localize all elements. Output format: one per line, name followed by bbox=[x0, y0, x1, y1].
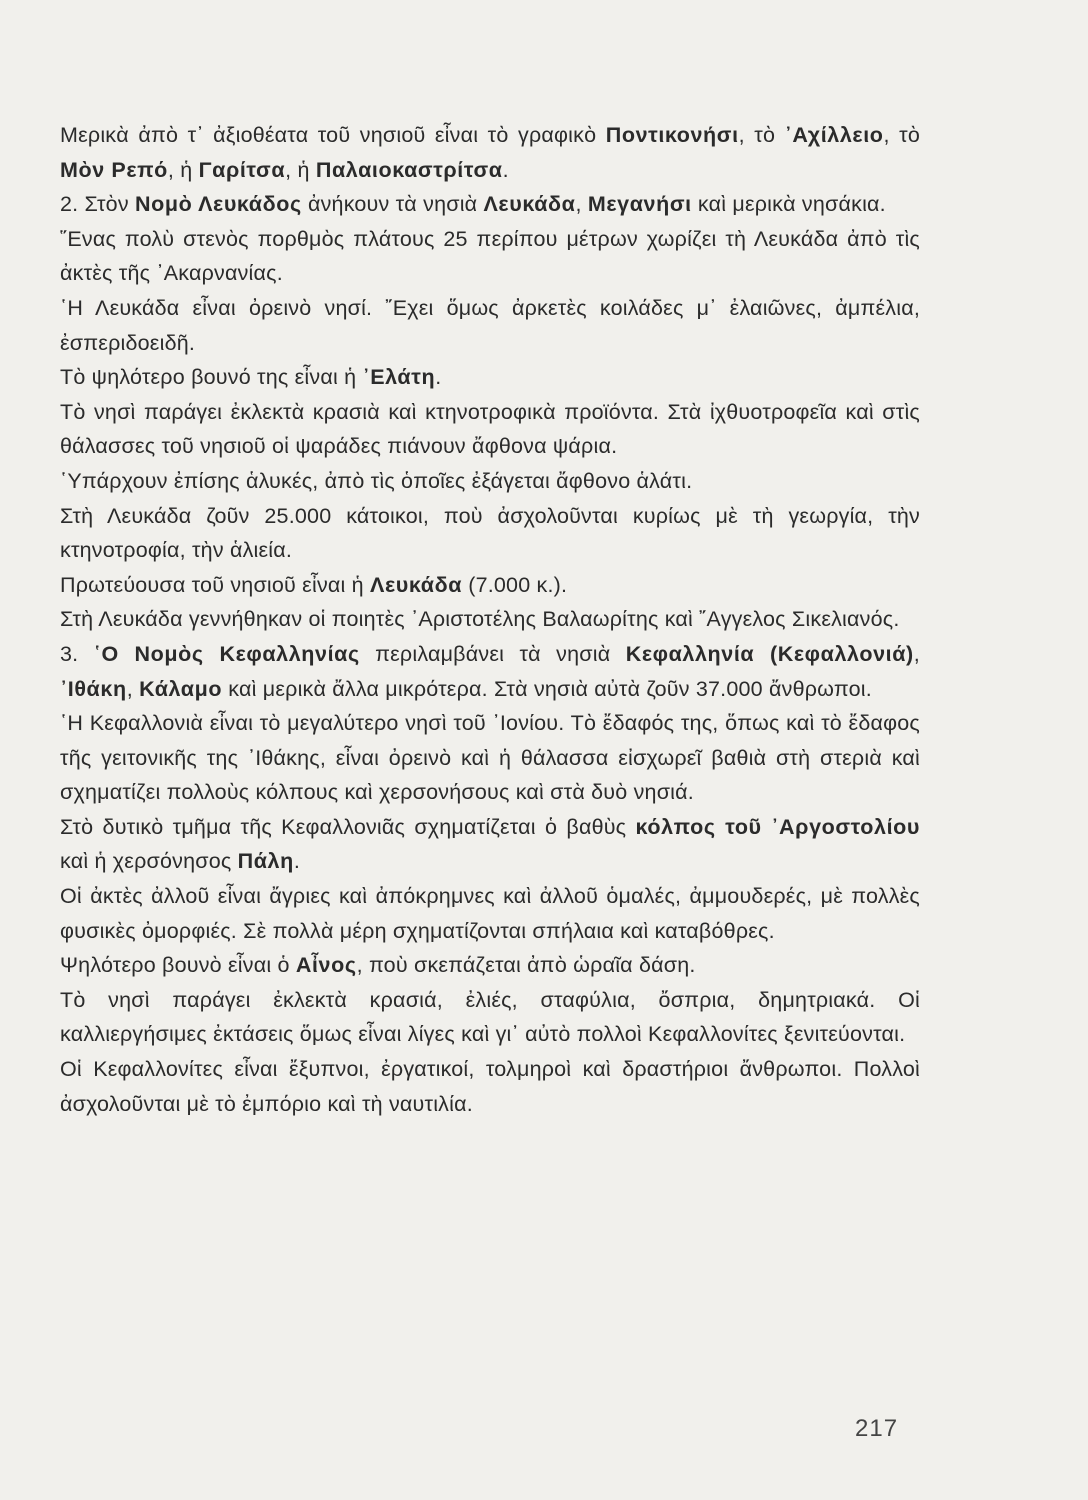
bold-term: Αἶνος bbox=[295, 953, 357, 978]
text-run: ἀνήκουν τὰ νησιὰ bbox=[301, 192, 484, 217]
page-text-column bbox=[60, 118, 920, 1121]
paragraph bbox=[60, 602, 920, 637]
text-run: ῾Υπάρχουν ἐπίσης ἁλυκές, ἀπὸ τὶς ὁποῖες ἐξάγεται ἄφθονο ἁλάτι. bbox=[60, 468, 693, 493]
bold-term: Κεφαλληνία (Κεφαλλονιά) bbox=[625, 641, 914, 666]
bold-term: ᾿Ιθάκη bbox=[60, 676, 127, 701]
bold-term: Νομὸ Λευκάδος bbox=[134, 192, 302, 217]
text-run: Τὸ νησὶ παράγει ἐκλεκτὰ κρασιά, ἐλιές, σταφύλια, ὄσπρια, δημητριακά. Οἱ καλλιεργήσιμες ἐκτάσεις ὅμως εἶναι λίγες καὶ γι᾿ αὐτὸ πολλοὶ Κεφαλλονίτες ξενιτεύονται. bbox=[60, 987, 920, 1047]
text-run: Οἱ Κεφαλλονίτες εἶναι ἔξυπνοι, ἐργατικοί, τολμηροὶ καὶ δραστήριοι ἄνθρωποι. Πολλοὶ ἀσχολοῦνται μὲ τὸ ἐμπόριο καὶ τὴ ναυτιλία. bbox=[60, 1057, 920, 1116]
paragraph bbox=[60, 395, 920, 464]
paragraph bbox=[60, 983, 920, 1052]
text-run: ῾Η Κεφαλλονιὰ εἶναι τὸ μεγαλύτερο νησὶ τοῦ ᾿Ιονίου. Τὸ ἔδαφός της, ὅπως καὶ τὸ ἔδαφος τῆς γειτονικῆς της ᾿Ιθάκης, εἶναι ὀρεινὸ καὶ ἡ θάλασσα εἰσχωρεῖ βαθιὰ στὴ στεριὰ καὶ σχηματίζει πολλοὺς κόλπους καὶ χερσονήσους καὶ στὰ δυὸ νησιά. bbox=[60, 711, 920, 805]
bold-term: Γαρίτσα bbox=[198, 157, 286, 182]
text-run: καὶ ἡ χερσόνησος bbox=[60, 849, 238, 874]
paragraph bbox=[60, 637, 920, 706]
paragraph bbox=[60, 222, 920, 291]
text-run: , bbox=[126, 676, 140, 701]
bold-term: Λευκάδα bbox=[483, 192, 576, 217]
text-run: περιλαμβάνει τὰ νησιὰ bbox=[359, 641, 626, 666]
bold-term: ᾿Αχίλλειο bbox=[784, 123, 884, 147]
paragraph bbox=[60, 499, 920, 568]
text-run: Τὸ νησὶ παράγει ἐκλεκτὰ κρασιὰ καὶ κτηνοτροφικὰ προϊόντα. Στὰ ἰχθυοτροφεῖα καὶ στὶς θάλασσες τοῦ νησιοῦ οἱ ψαράδες πιάνουν ἄφθονα ψάρια. bbox=[60, 399, 920, 459]
text-run: 2. Στὸν bbox=[60, 192, 135, 217]
text-run: Πρωτεύουσα τοῦ νησιοῦ εἶναι ἡ bbox=[60, 572, 371, 597]
bold-term: Κάλαμο bbox=[139, 676, 223, 701]
paragraph bbox=[60, 948, 920, 983]
bold-term: Λευκάδα bbox=[370, 572, 463, 597]
page-number: 217 bbox=[855, 1415, 899, 1442]
text-run: Οἱ ἀκτὲς ἀλλοῦ εἶναι ἄγριες καὶ ἀπόκρημνες καὶ ἀλλοῦ ὁμαλές, ἀμμουδερές, μὲ πολλὲς φυσικὲς ὀμορφιές. Σὲ πολλὰ μέρη σχηματίζονται σπήλαια καὶ καταβόθρες. bbox=[60, 884, 920, 943]
paragraph bbox=[60, 118, 920, 187]
paragraph bbox=[60, 187, 920, 222]
bold-term: Μὸν Ρεπό bbox=[60, 157, 168, 182]
bold-term: Μεγανήσι bbox=[587, 192, 692, 217]
text-run: (7.000 κ.). bbox=[462, 572, 568, 597]
text-run: καὶ μερικὰ ἄλλα μικρότερα. Στὰ νησιὰ αὐτὰ ζοῦν 37.000 ἄνθρωποι. bbox=[222, 676, 872, 701]
bold-term: Πάλη bbox=[237, 849, 294, 874]
text-run: Στὴ Λευκάδα ζοῦν 25.000 κάτοικοι, ποὺ ἀσχολοῦνται κυρίως μὲ τὴ γεωργία, τὴν κτηνοτροφία, τὴν ἁλιεία. bbox=[60, 503, 920, 563]
text-run: Τὸ ψηλότερο βουνό της εἶναι ἡ bbox=[60, 365, 363, 390]
text-run: , τὸ bbox=[738, 123, 785, 147]
text-run: ῾Η Λευκάδα εἶναι ὀρεινὸ νησί. ῎Εχει ὅμως ἀρκετὲς κοιλάδες μ᾿ ἐλαιῶνες, ἀμπέλια, ἐσπεριδοειδῆ. bbox=[60, 295, 920, 355]
paragraph bbox=[60, 879, 920, 948]
paragraph bbox=[60, 291, 920, 360]
paragraph bbox=[60, 360, 920, 395]
text-run: , ἡ bbox=[285, 157, 316, 182]
paragraph bbox=[60, 464, 920, 499]
text-run: Στὸ δυτικὸ τμῆμα τῆς Κεφαλλονιᾶς σχηματίζεται ὁ βαθὺς bbox=[60, 814, 636, 839]
paragraph bbox=[60, 568, 920, 603]
text-run: , τὸ bbox=[883, 123, 921, 147]
text-run: , bbox=[913, 641, 920, 666]
bold-term: ῾Ο Νομὸς Κεφαλληνίας bbox=[93, 641, 360, 666]
paragraph bbox=[60, 810, 920, 879]
text-run: , bbox=[575, 192, 588, 217]
text-run: καὶ μερικὰ νησάκια. bbox=[691, 192, 886, 217]
text-run: , ἡ bbox=[167, 157, 199, 182]
text-run: ῞Ενας πολὺ στενὸς πορθμὸς πλάτους 25 περίπου μέτρων χωρίζει τὴ Λευκάδα ἀπὸ τὶς ἀκτὲς τῆς ᾿Ακαρνανίας. bbox=[60, 226, 920, 286]
text-run: Ψηλότερο βουνὸ εἶναι ὁ bbox=[60, 953, 296, 978]
text-run: . bbox=[435, 365, 442, 390]
paragraph bbox=[60, 706, 920, 810]
text-run: Μερικὰ ἀπὸ τ᾿ ἀξιοθέατα τοῦ νησιοῦ εἶναι τὸ γραφικὸ bbox=[60, 123, 606, 147]
text-run: Στὴ Λευκάδα γεννήθηκαν οἱ ποιητὲς ᾿Αριστοτέλης Βαλαωρίτης καὶ ῎Αγγελος Σικελιανός. bbox=[60, 607, 900, 632]
bold-term: κόλπος τοῦ ᾿Αργοστολίου bbox=[635, 814, 920, 839]
text-run: , ποὺ σκεπάζεται ἀπὸ ὡραῖα δάση. bbox=[356, 953, 696, 978]
bold-term: ᾿Ελάτη bbox=[362, 365, 436, 390]
text-run: . bbox=[502, 157, 509, 182]
text-run: . bbox=[293, 849, 301, 874]
bold-term: Ποντικονήσι bbox=[605, 123, 739, 147]
text-run: 3. bbox=[60, 641, 94, 666]
bold-term: Παλαιοκαστρίτσα bbox=[315, 157, 503, 182]
paragraph bbox=[60, 1052, 920, 1121]
